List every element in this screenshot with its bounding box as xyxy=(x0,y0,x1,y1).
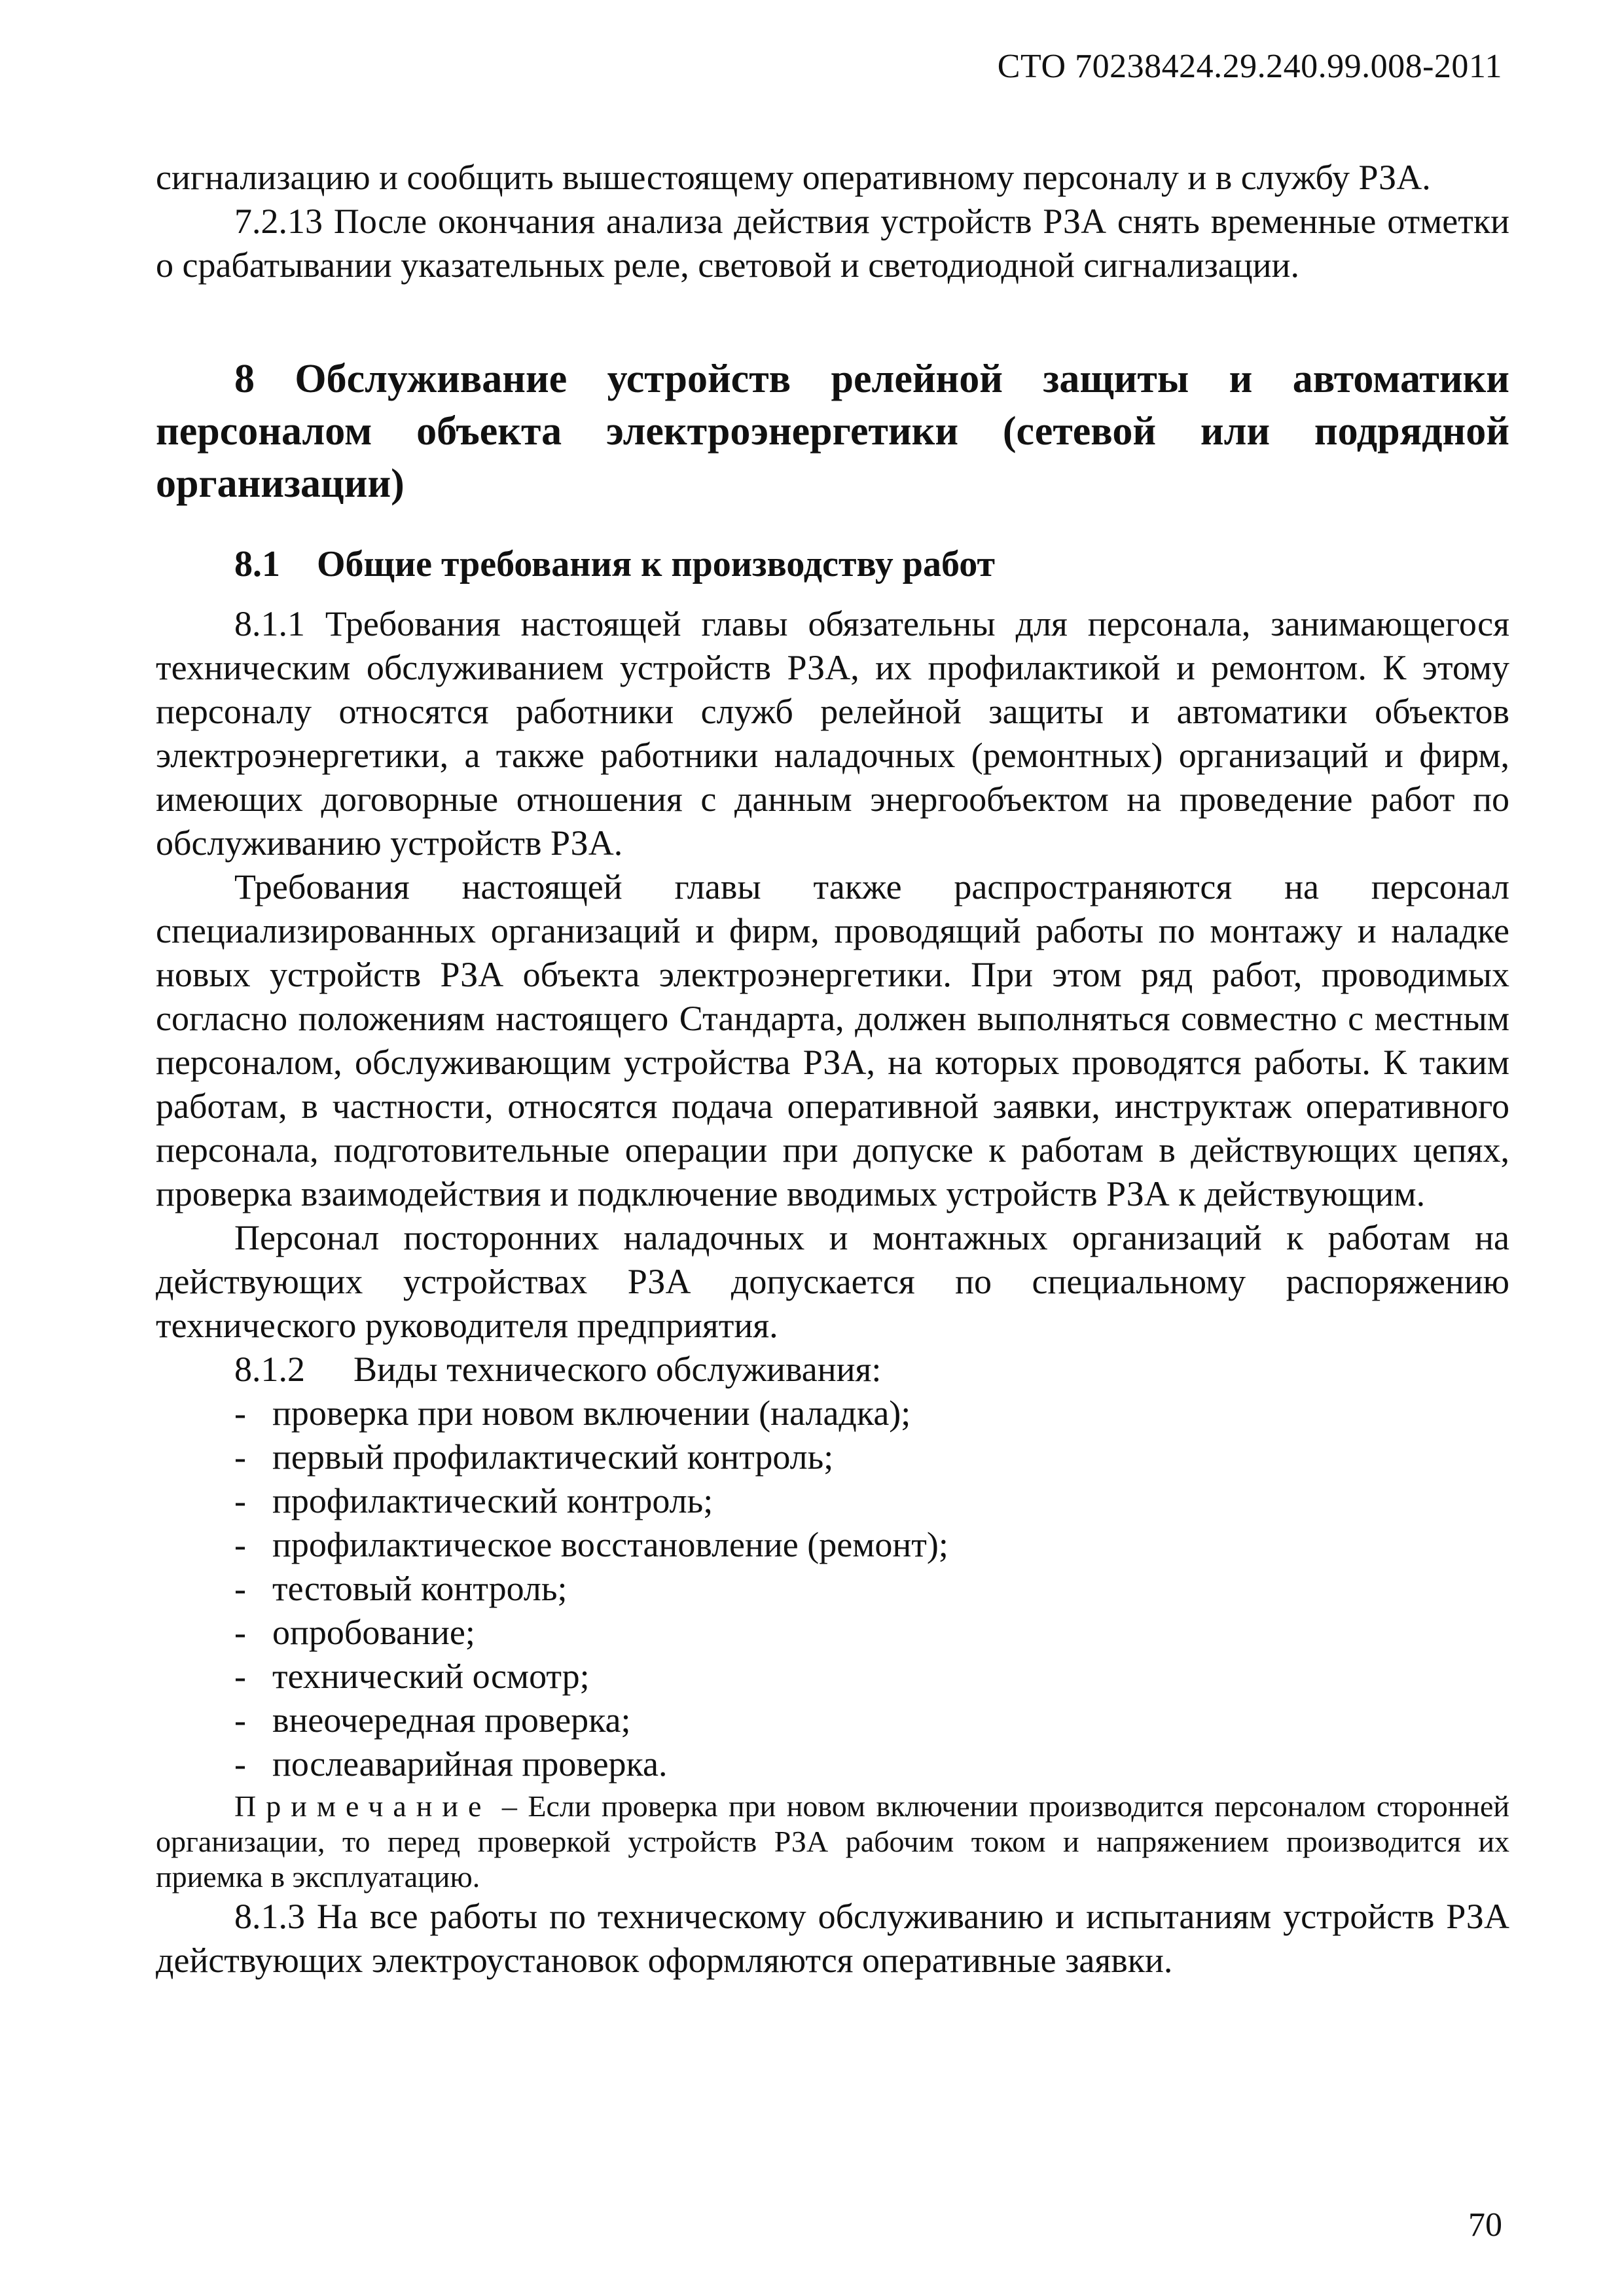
item-text: Виды технического обслуживания: xyxy=(353,1350,882,1389)
list-item xyxy=(234,1567,1509,1611)
list-item-text: послеаварийная проверка. xyxy=(272,1744,668,1784)
note-label: Примечание xyxy=(234,1789,492,1823)
note-paragraph xyxy=(156,1789,1509,1895)
note-text: – Если проверка при новом включении производится персоналом сторонней организации, то перед проверкой устройств РЗА рабочим током и напряжением производится их приемка в эксплуатацию. xyxy=(156,1789,1510,1893)
item-number: 8.1.2 xyxy=(234,1350,305,1389)
subsection-number: 8.1 xyxy=(234,544,280,584)
paragraph-8-1-3: 8.1.3 На все работы по техническому обслуживанию и испытаниям устройств РЗА действующих электроустановок оформляются оперативные заявки. xyxy=(156,1897,1509,1980)
list-item xyxy=(234,1435,1509,1479)
document-code-header: СТО 70238424.29.240.99.008-2011 xyxy=(997,48,1502,85)
subsection-8-1-heading xyxy=(156,543,1509,586)
paragraph-7-2-13: 7.2.13 После окончания анализа действия устройств РЗА снять временные отметки о срабатывании указательных реле, световой и светодиодной сигнализации. xyxy=(156,202,1509,285)
list-dash-mark: - xyxy=(234,1613,246,1652)
list-item-text: технический осмотр; xyxy=(272,1657,590,1696)
item-8-1-2 xyxy=(156,1348,1509,1391)
continuation-paragraph: сигнализацию и сообщить вышестоящему оперативному персоналу и в службу РЗА. xyxy=(156,158,1431,197)
list-dash-mark: - xyxy=(234,1657,246,1696)
list-item-text: профилактическое восстановление (ремонт); xyxy=(272,1525,948,1564)
section-8-heading: 8 Обслуживание устройств релейной защиты и автоматики персоналом объекта электроэнергетики (сетевой или подрядной организации) xyxy=(156,357,1509,506)
list-item-text: первый профилактический контроль; xyxy=(272,1437,834,1477)
subsection-title: Общие требования к производству работ xyxy=(317,544,995,584)
list-dash-mark: - xyxy=(234,1744,246,1784)
list-item-text: проверка при новом включении (наладка); xyxy=(272,1393,911,1433)
paragraph-8-1-1: 8.1.1 Требования настоящей главы обязательны для персонала, занимающегося техническим обслуживанием устройств РЗА, их профилактикой и ремонтом. К этому персоналу относятся работники служб релейной защиты и автоматики объектов электроэнергетики, а также работники наладочных (ремонтных) организаций и фирм, имеющих договорные отношения с данным энергообъектом на проведение работ по обслуживанию устройств РЗА. xyxy=(156,604,1509,863)
list-dash-mark: - xyxy=(234,1700,246,1740)
list-dash-mark: - xyxy=(234,1525,246,1564)
page-content xyxy=(156,156,1509,1982)
list-dash-mark: - xyxy=(234,1481,246,1520)
list-dash-mark: - xyxy=(234,1393,246,1433)
paragraph-external-personnel: Персонал посторонних наладочных и монтажных организаций к работам на действующих устройствах РЗА допускается по специальному распоряжению технического руководителя предприятия. xyxy=(156,1218,1509,1345)
list-item-text: тестовый контроль; xyxy=(272,1569,568,1608)
list-item xyxy=(234,1742,1509,1786)
list-dash-mark: - xyxy=(234,1437,246,1477)
list-item xyxy=(234,1611,1509,1655)
page-number: 70 xyxy=(1468,2206,1502,2244)
paragraph-requirements: Требования настоящей главы также распространяются на персонал специализированных организаций и фирм, проводящий работы по монтажу и наладке новых устройств РЗА объекта электроэнергетики. При этом ряд работ, проводимых согласно положениям настоящего Стандарта, должен выполняться совместно с местным персоналом, обслуживающим устройства РЗА, на которых проводятся работы. К таким работам, в частности, относятся подача оперативной заявки, инструктаж оперативного персонала, подготовительные операции при допуске к работам в действующих цепях, проверка взаимодействия и подключение вводимых устройств РЗА к действующим. xyxy=(156,867,1509,1213)
list-item xyxy=(234,1698,1509,1742)
list-dash-mark: - xyxy=(234,1569,246,1608)
list-item xyxy=(234,1655,1509,1698)
list-item xyxy=(234,1391,1509,1435)
list-item-text: профилактический контроль; xyxy=(272,1481,713,1520)
list-item xyxy=(234,1523,1509,1567)
list-item-text: внеочередная проверка; xyxy=(272,1700,631,1740)
maintenance-types-list xyxy=(156,1391,1509,1786)
list-item xyxy=(234,1479,1509,1523)
list-item-text: опробование; xyxy=(272,1613,475,1652)
